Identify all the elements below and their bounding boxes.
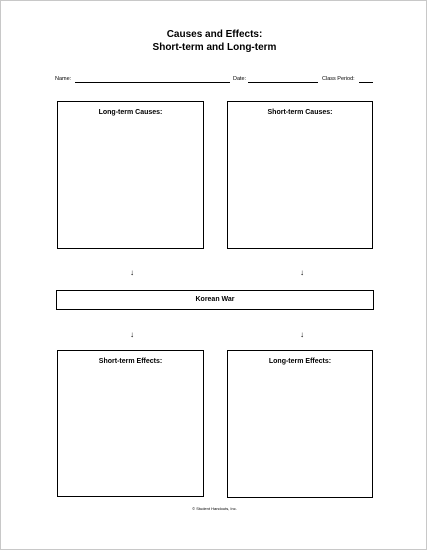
short-term-effects-label: Short-term Effects: [98,358,163,365]
copyright-icon: © [192,506,196,511]
date-field-line[interactable] [248,82,318,83]
down-arrow-icon: ↓ [130,268,134,277]
short-term-causes-box[interactable] [227,101,373,249]
topic-label: Korean War [195,296,235,303]
copyright-text: Student Handouts, Inc. [196,506,237,511]
down-arrow-icon: ↓ [130,330,134,339]
copyright-footer [1,506,427,512]
name-field-line[interactable] [75,82,230,83]
title-line-2: Short-term and Long-term [152,42,277,53]
date-label: Date: [233,76,247,82]
long-term-effects-box[interactable] [227,350,373,498]
down-arrow-icon: ↓ [300,330,304,339]
long-term-causes-label: Long-term Causes: [98,109,163,116]
student-info-row [55,75,375,85]
down-arrow-icon: ↓ [300,268,304,277]
name-label: Name: [55,76,72,82]
short-term-effects-box[interactable] [57,350,204,497]
class-period-field-line[interactable] [359,82,373,83]
long-term-effects-label: Long-term Effects: [268,358,332,365]
short-term-causes-label: Short-term Causes: [267,109,333,116]
title-line-1: Causes and Effects: [166,29,263,40]
topic-bar[interactable] [56,290,374,310]
long-term-causes-box[interactable] [57,101,204,249]
class-period-label: Class Period: [322,76,355,82]
page-title [1,28,427,54]
